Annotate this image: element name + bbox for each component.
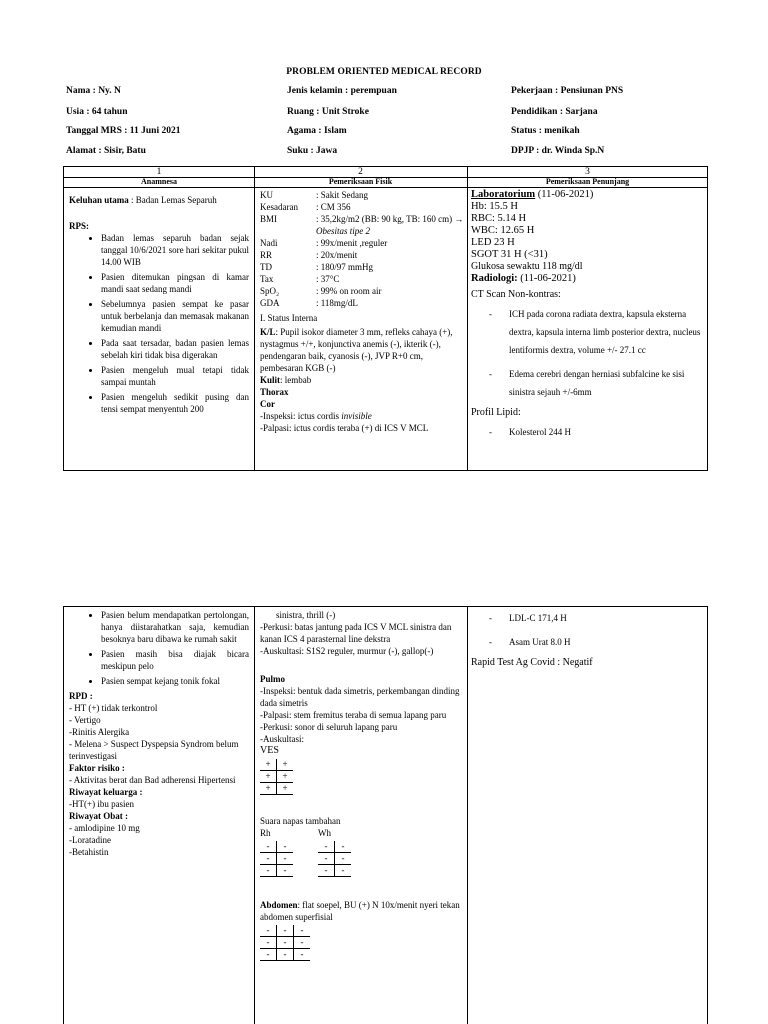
- lab-label: Laboratorium: [471, 189, 536, 200]
- grid-cell: -: [277, 949, 294, 961]
- vital-key: Kesadaran: [260, 202, 298, 212]
- col3-number: 3: [585, 167, 590, 177]
- lipid-results: [471, 423, 705, 441]
- keluhan-value: : Badan Lemas Separuh: [131, 195, 217, 205]
- col2-header: Pemeriksaan Fisik: [328, 177, 393, 186]
- grid-cell: -: [294, 949, 311, 961]
- palpasi-cont: sinistra, thrill (-): [276, 610, 336, 620]
- bmi-note: Obesitas tipe 2: [316, 226, 370, 236]
- thorax-label: Thorax: [260, 387, 289, 397]
- grid-cell: -: [335, 853, 352, 865]
- vital-row: [260, 261, 465, 273]
- lab-item: Hb: 15.5 H: [471, 201, 518, 212]
- lab-item: SGOT 31 H (<31): [471, 249, 548, 260]
- faktor-item: - Aktivitas berat dan Bad adherensi Hipertensi: [69, 775, 236, 785]
- vital-key: Nadi: [260, 238, 278, 248]
- patient-pendidikan: Pendidikan : Sarjana: [511, 107, 598, 117]
- anamnesa-column-cont: [69, 609, 249, 858]
- grid-cell: -: [335, 865, 352, 877]
- ves-label: VES: [260, 745, 279, 756]
- grid-cell: +: [277, 783, 294, 795]
- wh-grid: [318, 841, 351, 877]
- rps-item: • Pasien mengeluh sedikit pusing dan tensi sempat menyentuh 200: [101, 391, 249, 415]
- penunjang-column: [471, 189, 705, 447]
- grid-cell: +: [260, 759, 277, 771]
- obat-label: Riwayat Obat :: [69, 811, 128, 821]
- grid-cell: -: [277, 853, 294, 865]
- rh-label: Rh: [260, 828, 271, 838]
- auskultasi-text: -Auskultasi: S1S2 reguler, murmur (-), gallop(-): [260, 646, 434, 656]
- rpd-item: - HT (+) tidak terkontrol: [69, 703, 158, 713]
- grid-cell: +: [260, 771, 277, 783]
- ct-findings: [471, 305, 705, 401]
- vital-value: : 20x/menit: [316, 250, 358, 260]
- lipid-item: - Asam Urat 8.0 H: [509, 633, 705, 651]
- cor-label: Cor: [260, 399, 275, 409]
- obat-item: -Loratadine: [69, 835, 111, 845]
- rpd-item: -Rinitis Alergika: [69, 727, 130, 737]
- pulmo-auskultasi: -Auskultasi:: [260, 734, 304, 744]
- vital-row: [260, 213, 465, 237]
- kulit-label: Kulit: [260, 375, 281, 385]
- patient-agama: Agama : Islam: [287, 126, 347, 136]
- vital-signs: [260, 189, 465, 309]
- rps-list-cont: [69, 609, 249, 687]
- grid-cell: -: [277, 841, 294, 853]
- vital-value: : Sakit Sedang: [316, 190, 368, 200]
- grid-cell: -: [277, 937, 294, 949]
- lab-results: [471, 201, 705, 261]
- pulmo-palpasi: -Palpasi: stem fremitus teraba di semua lapang paru: [260, 710, 447, 720]
- vital-key: TD: [260, 262, 272, 272]
- rps-list: [69, 232, 249, 415]
- grid-cell: -: [260, 937, 277, 949]
- col2-number: 2: [358, 167, 363, 177]
- vital-row: [260, 285, 465, 297]
- grid-cell: -: [318, 853, 335, 865]
- inspeksi-text: -Inspeksi: ictus cordis: [260, 411, 339, 421]
- rps-label: RPS:: [69, 221, 90, 231]
- rps-item: • Pada saat tersadar, badan pasien lemas sebelah kiri tidak bisa digerakan: [101, 337, 249, 361]
- rpd-item: - Vertigo: [69, 715, 101, 725]
- vital-row: [260, 189, 465, 201]
- rapid-test: Rapid Test Ag Covid : Negatif: [471, 657, 593, 668]
- vital-value: : 99% on room air: [316, 286, 382, 296]
- grid-cell: -: [318, 865, 335, 877]
- ct-finding: - Edema cerebri dengan herniasi subfalcine ke sisi sinistra sejauh +/-6mm: [509, 365, 705, 401]
- vital-key: SpO₂: [260, 286, 280, 296]
- kl-label: K/L: [260, 327, 276, 337]
- vital-value: : 180/97 mmHg: [316, 262, 374, 272]
- grid-cell: -: [260, 925, 277, 937]
- grid-cell: -: [294, 925, 311, 937]
- lipid-label: Profil Lipid:: [471, 407, 521, 418]
- faktor-label: Faktor risiko :: [69, 763, 125, 773]
- record-table-page1: [63, 166, 708, 471]
- grid-cell: -: [318, 841, 335, 853]
- inspeksi-italic: invisible: [341, 411, 372, 421]
- grid-cell: -: [260, 853, 277, 865]
- wh-label: Wh: [318, 828, 331, 838]
- col1-header: Anamnesa: [140, 177, 177, 186]
- rpd-item: - Melena > Suspect Dyspepsia Syndrom belum terinvestigasi: [69, 739, 239, 761]
- patient-alamat: Alamat : Sisir, Batu: [66, 146, 146, 156]
- patient-ruang: Ruang : Unit Stroke: [287, 107, 369, 117]
- lab-item: WBC: 12.65 H: [471, 225, 535, 236]
- ves-grid: [260, 759, 293, 795]
- rps-item: • Pasien masih bisa diajak bicara meskipun pelo: [101, 648, 249, 672]
- keluarga-item: -HT(+) ibu pasien: [69, 799, 135, 809]
- grid-cell: -: [277, 925, 294, 937]
- patient-jenis-kelamin: Jenis kelamin : perempuan: [287, 86, 397, 96]
- vital-row: [260, 297, 465, 309]
- patient-nama: Nama : Ny. N: [66, 86, 121, 96]
- grid-cell: -: [294, 937, 311, 949]
- vital-key: GDA: [260, 298, 280, 308]
- pulmo-inspeksi: -Inspeksi: bentuk dada simetris, perkembangan dinding dada simetris: [260, 686, 460, 708]
- suara-label: Suara napas tambahan: [260, 816, 341, 826]
- col1-number: 1: [156, 167, 162, 177]
- perkusi-text: -Perkusi: batas jantung pada ICS V MCL sinistra dan kanan ICS 4 parasternal line dekstra: [260, 622, 452, 644]
- rps-item: • Pasien ditemukan pingsan di kamar mandi saat sedang mandi: [101, 271, 249, 295]
- obat-list: [69, 822, 249, 858]
- lipid-results-cont: [471, 609, 705, 651]
- abdomen-text: : flat soepel, BU (+) N 10x/menit nyeri tekan abdomen superfisial: [260, 900, 460, 922]
- obat-item: - amlodipine 10 mg: [69, 823, 140, 833]
- keluarga-label: Riwayat keluarga :: [69, 787, 143, 797]
- ct-label: CT Scan Non-kontras:: [471, 289, 561, 300]
- rpd-list: [69, 702, 249, 762]
- obat-item: -Betahistin: [69, 847, 109, 857]
- faktor-list: [69, 774, 249, 786]
- grid-cell: -: [335, 841, 352, 853]
- rps-item: • Sebelumnya pasien sempat ke pasar untuk berbelanja dan memasak makanan kemudian mandi: [101, 298, 249, 334]
- glukosa-text: Glukosa sewaktu 118 mg/dl: [471, 261, 583, 272]
- rps-item: • Pasien belum mendapatkan pertolongan, hanya diistarahatkan saja, kemudian besoknya baru dibawa ke rumah sakit: [101, 609, 249, 645]
- fisik-column-cont: [260, 609, 465, 969]
- lab-date: (11-06-2021): [537, 189, 594, 200]
- patient-suku: Suku : Jawa: [287, 146, 338, 156]
- vital-value: : 37°C: [316, 274, 340, 284]
- status-interna: I. Status Interna: [260, 313, 318, 323]
- grid-cell: +: [277, 771, 294, 783]
- grid-cell: -: [260, 841, 277, 853]
- vital-value: : 35,2kg/m2 (BB: 90 kg, TB: 160 cm) → Obesitas tipe 2: [316, 214, 464, 236]
- keluarga-list: [69, 798, 249, 810]
- rad-date: (11-06-2021): [520, 273, 576, 284]
- rad-label: Radiologi:: [471, 273, 518, 284]
- lipid-item: - LDL-C 171,4 H: [509, 609, 705, 627]
- patient-dpjp: DPJP : dr. Winda Sp.N: [511, 146, 605, 156]
- grid-cell: +: [260, 783, 277, 795]
- keluhan-label: Keluhan utama: [69, 195, 129, 205]
- lab-item: LED 23 H: [471, 237, 515, 248]
- rpd-label: RPD :: [69, 691, 93, 701]
- patient-pekerjaan: Pekerjaan : Pensiunan PNS: [511, 86, 624, 96]
- document-title: PROBLEM ORIENTED MEDICAL RECORD: [286, 67, 482, 77]
- vital-key: KU: [260, 190, 273, 200]
- vital-value: : CM 356: [316, 202, 351, 212]
- record-table-page2: [63, 606, 708, 1024]
- rps-item: • Badan lemas separuh badan sejak tanggal 10/6/2021 sore hari sekitar pukul 14.00 WIB: [101, 232, 249, 268]
- grid-cell: +: [277, 759, 294, 771]
- rh-grid: [260, 841, 293, 877]
- patient-tanggal-mrs: Tanggal MRS : 11 Juni 2021: [66, 126, 181, 136]
- kulit-text: : lembab: [280, 375, 312, 385]
- rps-item: • Pasien sempat kejang tonik fokal: [101, 675, 249, 687]
- col3-header: Pemeriksaan Penunjang: [545, 177, 630, 186]
- abdomen-grid: [260, 925, 310, 961]
- fisik-column: [260, 189, 465, 434]
- pulmo-label: Pulmo: [260, 674, 286, 684]
- pulmo-perkusi: -Perkusi: sonor di seluruh lapang paru: [260, 722, 398, 732]
- rps-item: • Pasien mengeluh mual tetapi tidak sampai muntah: [101, 364, 249, 388]
- vital-row: [260, 237, 465, 249]
- vital-value: : 99x/menit ,reguler: [316, 238, 388, 248]
- patient-status: Status : menikah: [511, 126, 580, 136]
- lab-item: RBC: 5.14 H: [471, 213, 527, 224]
- vital-key: BMI: [260, 214, 278, 224]
- lipid-item: - Kolesterol 244 H: [509, 423, 705, 441]
- vital-key: Tax: [260, 274, 274, 284]
- penunjang-column-cont: [471, 609, 705, 669]
- grid-cell: -: [277, 865, 294, 877]
- vital-value: : 118mg/dL: [316, 298, 358, 308]
- ct-finding: - ICH pada corona radiata dextra, kapsula eksterna dextra, kapsula interna limb posterior dextra, nucleus lentiformis dextra, volume +/- 27.1 cc: [509, 305, 705, 359]
- vital-row: [260, 273, 465, 285]
- palpasi-text: -Palpasi: ictus cordis teraba (+) di ICS V MCL: [260, 423, 429, 433]
- kl-text: : Pupil isokor diameter 3 mm, refleks cahaya (+), nystagmus +/+, konjunctiva anemis (-), ikterik (-), pendengaran baik, cyanosis (-), JVP R+0 cm, pembesaran KGB (-): [260, 327, 453, 373]
- vital-row: [260, 249, 465, 261]
- abdomen-label: Abdomen: [260, 900, 298, 910]
- patient-usia: Usia : 64 tahun: [66, 107, 128, 117]
- vital-key: RR: [260, 250, 273, 260]
- vital-row: [260, 201, 465, 213]
- grid-cell: -: [260, 949, 277, 961]
- grid-cell: -: [260, 865, 277, 877]
- anamnesa-column: [69, 194, 249, 418]
